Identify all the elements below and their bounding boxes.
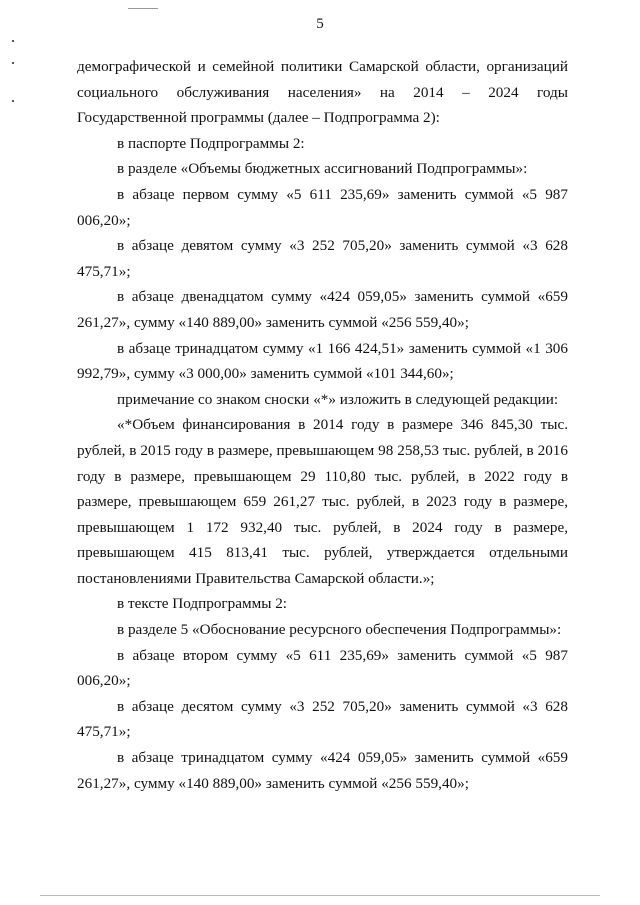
scan-artifact — [40, 895, 600, 896]
scan-artifact — [12, 40, 14, 42]
paragraph: в паспорте Подпрограммы 2: — [117, 134, 305, 152]
paragraph: «*Объем финансирования в 2014 году в размере 346 845,30 тыс. рублей, в 2015 году в размере, превышающем 98 258,53 тыс. рублей, в 2016 году в размере, превышающем 29 110,80 тыс. рублей, в 2022 году в размере, превышающем 659 261,27 тыс. рублей, в 2023 году в размере, превышающем 1 172 932,40 тыс. рублей, в 2024 году в размере, превышающем 415 813,41 тыс. рублей, утверждается отдельными постановлениями Правительства Самарской области.»; — [77, 416, 568, 587]
paragraph: в абзаце девятом сумму «3 252 705,20» заменить суммой «3 628 475,71»; — [77, 237, 568, 280]
paragraph: примечание со знаком сноски «*» изложить в следующей редакции: — [117, 390, 559, 408]
paragraph: в разделе «Объемы бюджетных ассигнований Подпрограммы»: — [117, 160, 528, 178]
scan-artifact — [12, 62, 14, 64]
paragraph: демографической и семейной политики Самарской области, организаций социального обслуживания населения» на 2014 – 2024 годы Государственной программы (далее – Подпрограмма 2): — [77, 58, 568, 127]
scan-artifact — [12, 100, 14, 102]
document-body — [77, 54, 568, 796]
paragraph: в абзаце двенадцатом сумму «424 059,05» заменить суммой «659 261,27», сумму «140 889,00» заменить суммой «256 559,40»; — [77, 288, 568, 331]
paragraph: в разделе 5 «Обоснование ресурсного обеспечения Подпрограммы»: — [117, 621, 562, 639]
paragraph: в абзаце десятом сумму «3 252 705,20» заменить суммой «3 628 475,71»; — [77, 697, 568, 741]
scan-artifact — [128, 8, 158, 9]
paragraph: в абзаце втором сумму «5 611 235,69» заменить суммой «5 987 006,20»; — [77, 646, 568, 690]
paragraph: в абзаце первом сумму «5 611 235,69» заменить суммой «5 987 006,20»; — [77, 185, 568, 229]
page-number: 5 — [316, 16, 324, 32]
paragraph: в абзаце тринадцатом сумму «424 059,05» заменить суммой «659 261,27», сумму «140 889,00» заменить суммой «256 559,40»; — [77, 749, 568, 792]
paragraph: в абзаце тринадцатом сумму «1 166 424,51» заменить суммой «1 306 992,79», сумму «3 000,00» заменить суммой «101 344,60»; — [77, 339, 568, 383]
paragraph: в тексте Подпрограммы 2: — [117, 595, 288, 613]
